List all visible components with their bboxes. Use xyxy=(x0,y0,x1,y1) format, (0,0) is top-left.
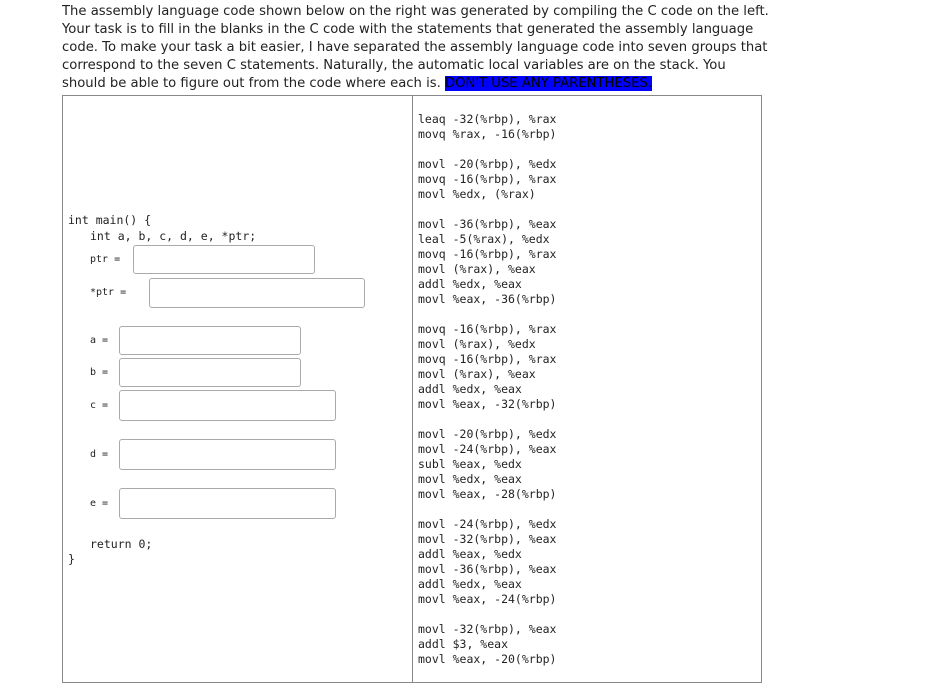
asm-group xyxy=(418,157,556,202)
asm-group xyxy=(418,622,556,667)
asm-group xyxy=(418,427,556,502)
asm-line: movl (%rax), %edx xyxy=(418,337,536,351)
asm-group xyxy=(418,517,556,607)
instructions-text: The assembly language code shown below on the right was generated by compiling the C code on the left. Your task is to fill in the blanks in the C code with the statements that generated the assembly language code. To make your task a bit easier, I have separated the assembly language code into seven groups that correspond to the seven C statements. Naturally, the automatic local variables are on the stack. You should be able to figure out from the code where each is. xyxy=(62,4,769,91)
instructions xyxy=(62,3,772,93)
asm-line: movq %rax, -16(%rbp) xyxy=(418,127,557,141)
asm-line: movq -16(%rbp), %rax xyxy=(418,247,557,261)
main-header: int main() { xyxy=(68,213,152,227)
asm-line: movl %edx, %eax xyxy=(418,472,522,486)
c-label: c = xyxy=(90,400,109,411)
e-input[interactable] xyxy=(119,488,336,519)
ptr-input[interactable] xyxy=(133,245,315,274)
asm-line: movl (%rax), %eax xyxy=(418,262,536,276)
asm-line: movl %eax, -28(%rbp) xyxy=(418,487,557,501)
asm-line: movl %eax, -20(%rbp) xyxy=(418,652,557,666)
asm-group xyxy=(418,112,556,142)
asm-line: addl %edx, %eax xyxy=(418,277,522,291)
column-divider xyxy=(412,96,413,682)
asm-line: movl -36(%rbp), %eax xyxy=(418,217,557,231)
asm-line: movl %eax, -24(%rbp) xyxy=(418,592,557,606)
asm-line: movq -16(%rbp), %rax xyxy=(418,322,557,336)
c-input[interactable] xyxy=(119,390,336,421)
closing-brace: } xyxy=(68,552,75,566)
ptr-label: ptr = xyxy=(90,254,121,265)
b-input[interactable] xyxy=(119,358,301,387)
asm-group xyxy=(418,217,556,307)
asm-line: addl %edx, %eax xyxy=(418,382,522,396)
asm-line: movl %eax, -36(%rbp) xyxy=(418,292,557,306)
d-label: d = xyxy=(90,449,109,460)
asm-line: addl $3, %eax xyxy=(418,637,509,651)
a-label: a = xyxy=(90,335,109,346)
highlighted-warning: DON'T USE ANY PARENTHESES. xyxy=(445,76,653,91)
deref-ptr-input[interactable] xyxy=(149,278,365,308)
a-input[interactable] xyxy=(119,326,301,355)
asm-line: movl -36(%rbp), %eax xyxy=(418,562,557,576)
asm-line: addl %edx, %eax xyxy=(418,577,522,591)
asm-line: movl -32(%rbp), %eax xyxy=(418,532,557,546)
asm-line: addl %eax, %edx xyxy=(418,547,522,561)
asm-line: movl -20(%rbp), %edx xyxy=(418,157,557,171)
d-input[interactable] xyxy=(119,439,336,470)
asm-group xyxy=(418,322,556,412)
asm-line: leal -5(%rax), %edx xyxy=(418,232,550,246)
asm-line: subl %eax, %edx xyxy=(418,457,522,471)
code-table xyxy=(62,95,762,683)
e-label: e = xyxy=(90,498,109,509)
return-statement: return 0; xyxy=(90,537,153,551)
asm-line: movl -24(%rbp), %eax xyxy=(418,442,557,456)
asm-line: leaq -32(%rbp), %rax xyxy=(418,112,557,126)
asm-line: movl (%rax), %eax xyxy=(418,367,536,381)
asm-line: movq -16(%rbp), %rax xyxy=(418,352,557,366)
asm-line: movl -32(%rbp), %eax xyxy=(418,622,557,636)
assembly-code xyxy=(418,112,556,682)
deref-ptr-label: *ptr = xyxy=(90,287,127,298)
asm-line: movq -16(%rbp), %rax xyxy=(418,172,557,186)
asm-line: movl -20(%rbp), %edx xyxy=(418,427,557,441)
b-label: b = xyxy=(90,367,109,378)
asm-line: movl %eax, -32(%rbp) xyxy=(418,397,557,411)
asm-line: movl %edx, (%rax) xyxy=(418,187,536,201)
declaration: int a, b, c, d, e, *ptr; xyxy=(90,229,257,243)
asm-line: movl -24(%rbp), %edx xyxy=(418,517,557,531)
